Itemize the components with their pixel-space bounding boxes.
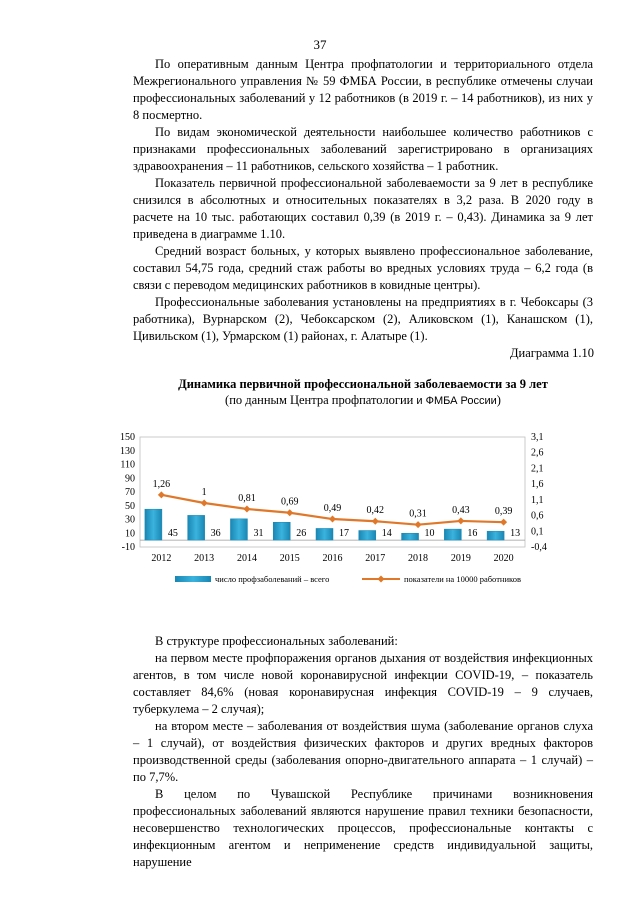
bar-value-label: 17 [339,528,349,540]
x-tick-label: 2014 [236,553,257,564]
paragraph: Показатель первичной профессиональной заболеваемости за 9 лет в республике снизился в абсолютных и относительных показателях в 3,2 раза. В 2020 году в расчете на 10 тыс. работающих составил 0,39 (в 2019 г. – 0,43). Динамика за 9 лет приведена в диаграмме 1.10. [133,176,593,241]
chart-subtitle-b: и ФМБА России [413,395,497,407]
bar-value-label: 45 [167,528,178,540]
y-left-tick-label: 70 [125,487,135,498]
bar [273,522,290,540]
paragraph: Профессиональные заболевания установлены на предприятиях в г. Чебоксары (3 работника), Вурнарском (2), Чебоксарском (2), Аликовском (1), Канашском (1), Цивильском (1), Урмарском (1) районах, г. Алатыре (1). [133,295,593,343]
y-right-tick-label: 2,6 [531,447,544,459]
y-left-tick-label: 10 [125,528,135,540]
y-right-tick-label: -0,4 [531,542,547,553]
rate-marker [201,500,208,507]
rate-marker [158,491,165,498]
y-left-tick-label: 150 [120,432,135,443]
paragraph: По оперативным данным Центра профпатологии и территориального отдела Межрегионального управления № 59 ФМБА России, в республике отмечены случаи профессиональных заболеваний у 12 работников (в 2019 г. – 14 работников), из них у 8 посмертно. [133,57,593,122]
page-number: 37 [313,37,327,52]
y-left-tick-label: 30 [125,514,135,526]
bottom-text [133,633,593,871]
rate-value-label: 0,39 [494,506,513,518]
paragraph: В структуре профессиональных заболеваний: [155,634,398,648]
x-tick-label: 2017 [365,553,386,564]
x-tick-label: 2013 [194,553,215,564]
chart-title [133,376,593,409]
bar [316,528,333,540]
rate-marker [415,521,422,528]
rate-value-label: 0,49 [323,503,342,515]
paragraph: В целом по Чувашской Республике причинами возникновения профессиональных заболеваний являются нарушение правил техники безопасности, несовершенство технологических процессов, профессиональные контакты с инфекционным агентом и неприменение средств индивидуальной защиты, нарушение [133,787,593,869]
bar [145,509,162,540]
legend-bar-swatch [175,576,211,582]
bar [402,533,419,540]
bar-value-label: 36 [210,528,221,540]
legend-line-marker [378,576,385,583]
y-left-tick-label: 90 [125,473,135,485]
chart-title-main: Динамика первичной профессиональной заболеваемости за 9 лет [178,377,548,391]
y-right-tick-label: 2,1 [531,463,544,475]
legend-line-label: показатели на 10000 работников [404,574,521,584]
bar [230,519,247,540]
bar-value-label: 10 [424,528,435,540]
x-tick-label: 2019 [450,553,471,564]
rate-marker [286,509,293,516]
rate-value-label: 1,26 [152,478,171,490]
bar [444,529,461,540]
combo-chart [100,425,580,595]
bar [359,531,376,541]
y-right-tick-label: 1,1 [531,494,544,506]
bar [487,531,504,540]
top-text [133,56,593,345]
rate-marker [329,516,336,523]
rate-marker [243,505,250,512]
y-right-tick-label: 0,6 [531,510,544,522]
bar-value-label: 31 [253,528,264,540]
x-tick-label: 2016 [322,553,343,564]
x-tick-label: 2018 [408,553,429,564]
bar [188,515,205,540]
y-left-tick-label: 130 [120,445,135,457]
y-left-tick-label: -10 [121,542,135,553]
diagram-label: Диаграмма 1.10 [510,346,594,360]
y-right-tick-label: 3,1 [531,432,544,443]
chart-subtitle [133,392,593,409]
y-left-tick-label: 50 [125,500,135,512]
rate-value-label: 0,81 [238,492,256,504]
y-right-tick-label: 0,1 [531,526,544,538]
paragraph: на первом месте профпоражения органов дыхания от воздействия инфекционных агентов, в том числе новой коронавирусной инфекции COVID-19, – показатель составляет 84,6% (новая коронавирусная инфекция COVID-19 – 9 случаев, туберкулема – 2 случая); [133,651,593,716]
rate-marker [457,517,464,524]
bar-value-label: 14 [381,528,392,540]
x-tick-label: 2020 [493,553,514,564]
paragraph: Средний возраст больных, у которых выявлено профессиональное заболевание, составил 54,75 года, средний стаж работы во вредных условиях труда – 6,2 года (в связи с переводом медицинских работников в ковидные центры). [133,244,593,292]
y-right-tick-label: 1,6 [531,479,544,491]
paragraph: на втором месте – заболевания от воздействия шума (заболевание органов слуха – 1 случай), от воздействия физических факторов и других вредных факторов производственной среды (заболевания опорно-двигательного аппарата – 1 случай) – по 7,7%. [133,719,593,784]
paragraph: По видам экономической деятельности наибольшее количество работников с признаками профессиональных заболеваний зарегистрировано в организациях здравоохранения – 11 работников, сельского хозяйства – 1 работник. [133,125,593,173]
bar-value-label: 13 [510,528,521,540]
rate-marker [372,518,379,525]
chart-subtitle-c: ) [496,393,501,407]
legend-bar-label: число профзаболеваний – всего [215,574,330,584]
bar-value-label: 26 [296,528,307,540]
x-tick-label: 2015 [279,553,300,564]
rate-value-label: 0,69 [280,496,299,508]
rate-marker [500,519,507,526]
rate-value-label: 0,31 [409,508,427,520]
rate-value-label: 0,42 [366,505,385,517]
bar-value-label: 16 [467,528,478,540]
x-tick-label: 2012 [151,553,172,564]
rate-value-label: 1 [201,487,207,498]
chart-subtitle-a: (по данным Центра профпатологии [225,393,414,407]
y-left-tick-label: 110 [120,459,135,471]
rate-value-label: 0,43 [452,504,470,516]
